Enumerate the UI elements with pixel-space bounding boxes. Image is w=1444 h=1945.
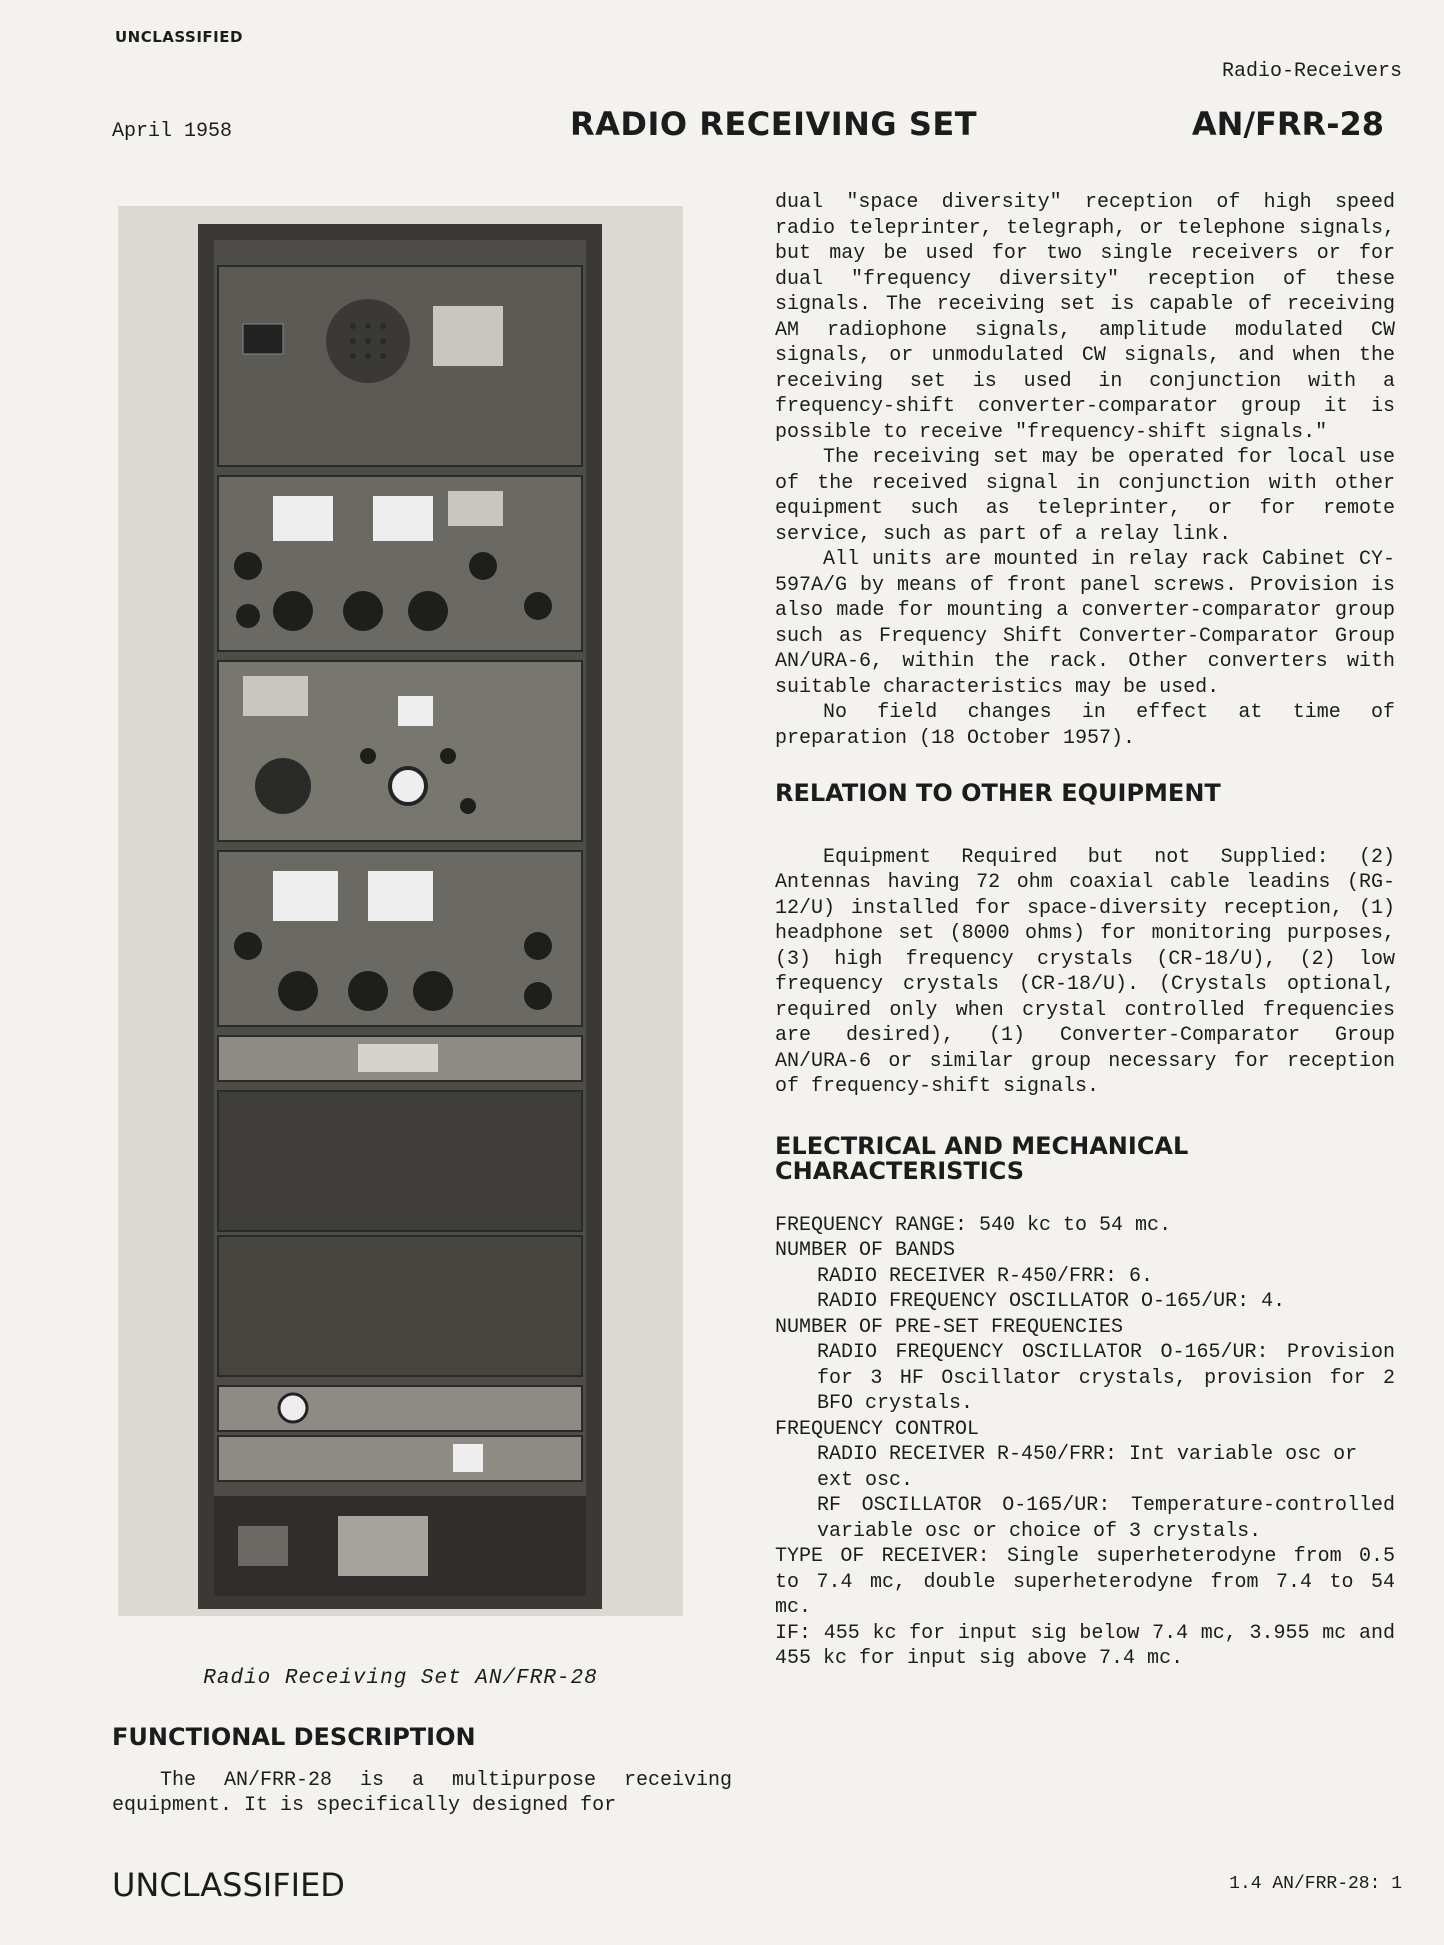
document-title: RADIO RECEIVING SET xyxy=(570,105,978,143)
spec-line: RADIO RECEIVER R-450/FRR: Int variable osc or ext osc. xyxy=(817,1443,1358,1492)
spec-line: RF OSCILLATOR O-165/UR: Temperature-controlled variable osc or choice of 3 crystals. xyxy=(817,1494,1395,1543)
spec-line: FREQUENCY RANGE: 540 kc to 54 mc. xyxy=(775,1213,1172,1237)
relation-text: Equipment Required but not Supplied: (2) Antennas having 72 ohm coaxial cable leadins (RG-12/U) installed for space-diversity reception, (1) headphone set (8000 ohms) for monitoring purposes, (3) high frequency crystals (CR-18/U), (2) low frequency crystals (CR-18/U). (Crystals optional, required only when crystal controlled frequencies are desired), (1) Converter-Comparator Group AN/URA-6 or similar group necessary for reception of frequency-shift signals. xyxy=(775,845,1395,1098)
right-column xyxy=(775,190,1395,1672)
equipment-photo xyxy=(118,206,683,1616)
bottom-classification: UNCLASSIFIED xyxy=(112,1866,345,1904)
functional-text: The AN/FRR-28 is a multipurpose receiving equipment. It is specifically designed for xyxy=(112,1769,732,1817)
model-number: AN/FRR-28 xyxy=(1191,105,1384,143)
spec-list xyxy=(775,1213,1395,1672)
relation-heading: RELATION TO OTHER EQUIPMENT xyxy=(775,779,1221,807)
functional-heading: FUNCTIONAL DESCRIPTION xyxy=(112,1723,476,1751)
spec-line: NUMBER OF BANDS xyxy=(775,1239,956,1262)
page-reference: 1.4 AN/FRR-28: 1 xyxy=(1229,1874,1402,1894)
figure-caption: Radio Receiving Set AN/FRR-28 xyxy=(203,1667,598,1690)
paragraph: dual "space diversity" reception of high speed radio teleprinter, telegraph, or telephone signals, but may be used for two single receivers or for dual "frequency diversity" reception of these signals. The receiving set is capable of receiving AM radiophone signals, amplitude modulated CW signals, or unmodulated CW signals, and when the receiving set is used in conjunction with a frequency-shift converter-comparator group it is possible to receive "frequency-shift signals." xyxy=(775,191,1395,444)
paragraph: The receiving set may be operated for local use of the received signal in conjunction with other equipment such as teleprinter, or for remote service, such as part of a relay link. xyxy=(775,446,1395,546)
category-label: Radio-Receivers xyxy=(1221,60,1402,83)
spec-line: IF: 455 kc for input sig below 7.4 mc, 3.955 mc and 455 kc for input sig above 7.4 mc. xyxy=(775,1621,1395,1670)
spec-line: FREQUENCY CONTROL xyxy=(775,1417,980,1441)
spec-line: TYPE OF RECEIVER: Single superheterodyne from 0.5 to 7.4 mc, double superheterodyne from 7.4 to 54 mc. xyxy=(775,1545,1395,1619)
spec-line: RADIO FREQUENCY OSCILLATOR O-165/UR: 4. xyxy=(817,1290,1286,1313)
elec-heading: ELECTRICAL AND MECHANICAL CHARACTERISTICS xyxy=(775,1131,1189,1185)
spec-line: NUMBER OF PRE-SET FREQUENCIES xyxy=(775,1315,1124,1339)
spec-line: RADIO RECEIVER R-450/FRR: 6. xyxy=(817,1264,1154,1288)
paragraph: No field changes in effect at time of preparation (18 October 1957). xyxy=(775,701,1395,750)
paragraph: All units are mounted in relay rack Cabinet CY-597A/G by means of front panel screws. Provision is also made for mounting a converter-comparator group such as Frequency Shift Converter-Comparator Group AN/URA-6, within the rack. Other converters with suitable characteristics may be used. xyxy=(775,548,1395,699)
top-classification: UNCLASSIFIED xyxy=(115,28,243,46)
spec-line: RADIO FREQUENCY OSCILLATOR O-165/UR: Provision for 3 HF Oscillator crystals, provision for 2 BFO crystals. xyxy=(817,1341,1395,1415)
publication-date: April 1958 xyxy=(112,120,233,143)
